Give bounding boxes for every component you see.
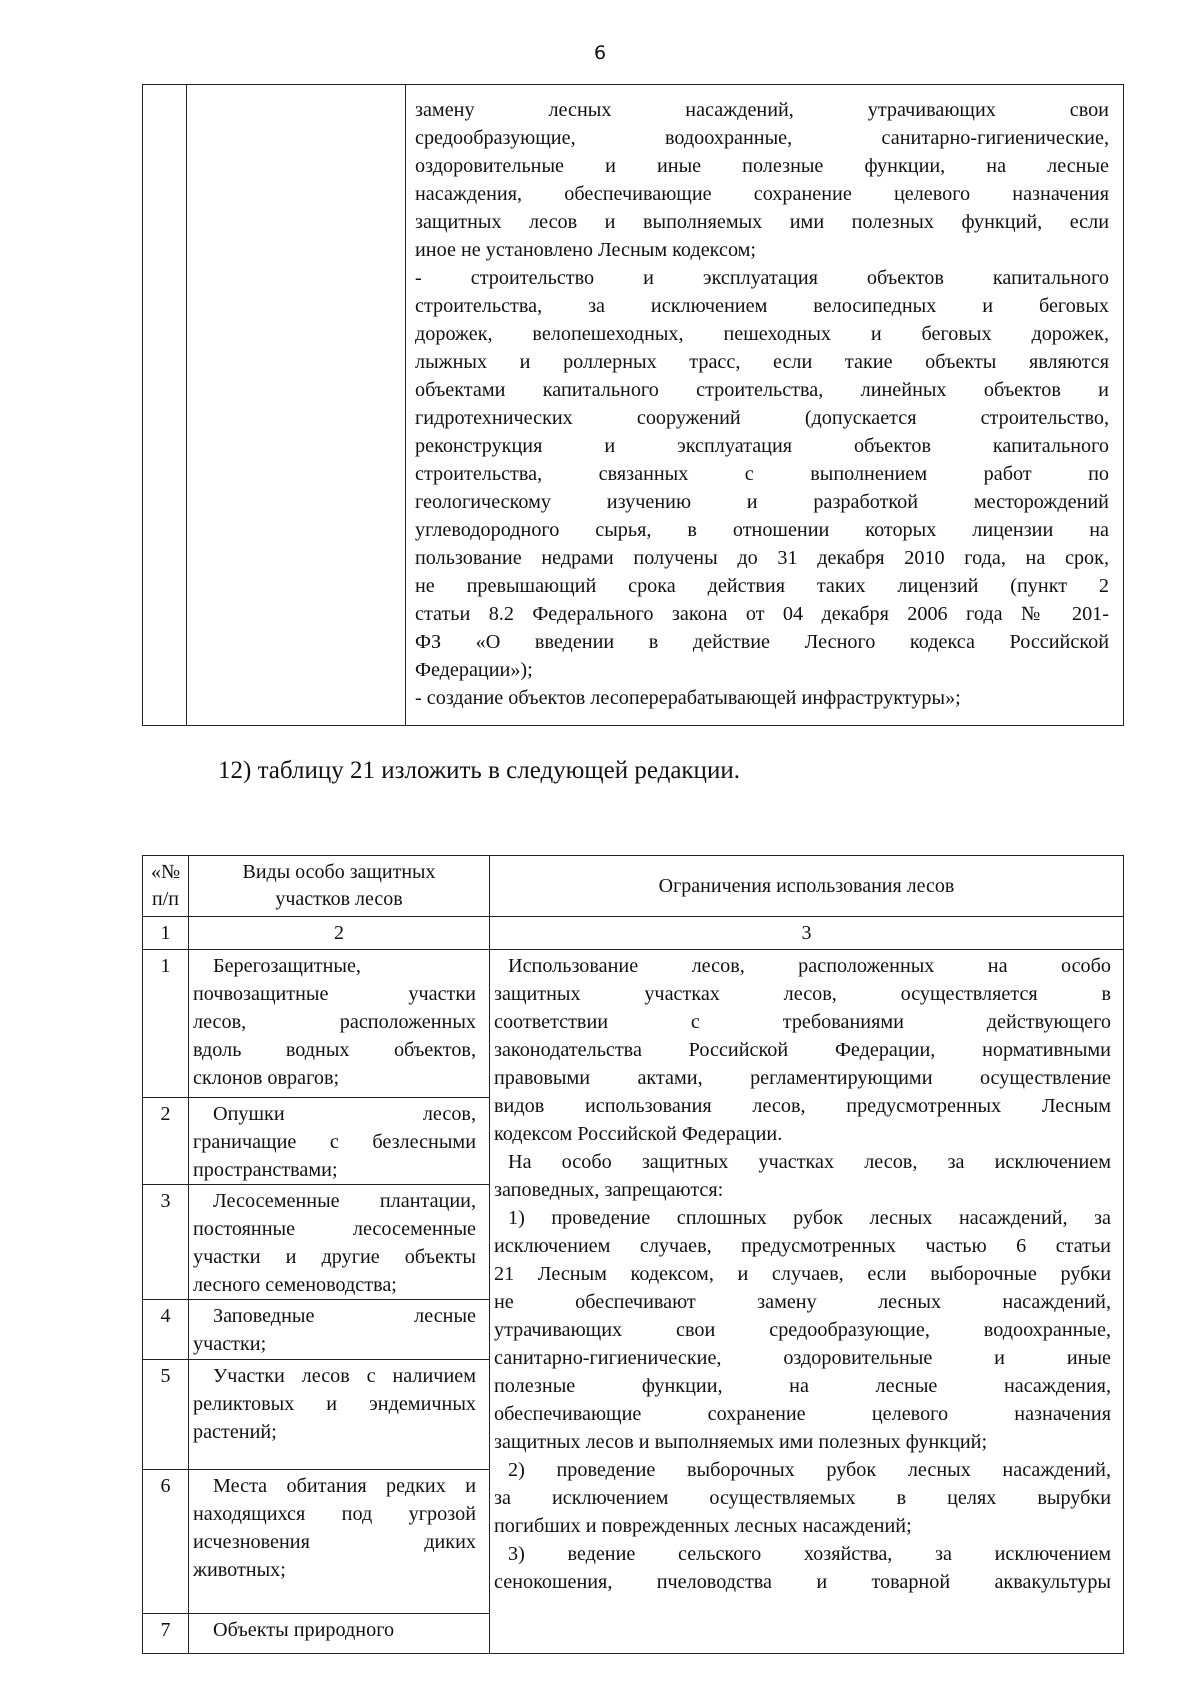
text-line: исключением случаев, предусмотренных частью 6 статьи: [494, 1235, 1111, 1257]
text-line: 2) проведение выборочных рубок лесных насаждений,: [508, 1459, 1111, 1481]
restriction-paragraph: [494, 1204, 1111, 1456]
text-line: Участки лесов с наличием: [213, 1365, 476, 1387]
text-line: законодательства Российской Федерации, нормативными: [494, 1039, 1111, 1061]
text-line: постоянные лесосеменные: [193, 1218, 476, 1240]
text-line: не превышающий срока действия таких лицензий (пункт 2: [415, 575, 1109, 597]
text-line: обеспечивающие сохранение целевого назначения: [494, 1403, 1111, 1425]
text-line: статьи 8.2 Федерального закона от 04 декабря 2006 года № 201-: [415, 603, 1109, 625]
column-number-row: [143, 917, 1124, 950]
text-line: лыжных и роллерных трасс, если такие объекты являются: [415, 351, 1109, 373]
header-num: «№ п/п: [143, 856, 189, 917]
col-number-2: 2: [189, 917, 490, 950]
text-line: пространствами;: [193, 1159, 338, 1181]
header-kinds: Виды особо защитных участков лесов: [189, 856, 490, 917]
restriction-text: [415, 96, 1109, 712]
header-restrictions: Ограничения использования лесов: [490, 856, 1124, 917]
text-line: за исключением осуществляемых в целях вырубки: [494, 1487, 1111, 1509]
text-line: защитных лесов и выполняемых ими полезных функций, если: [415, 211, 1109, 233]
text-line: не обеспечивают замену лесных насаждений,: [494, 1291, 1111, 1313]
text-line: полезные функции, на лесные насаждения,: [494, 1375, 1111, 1397]
text-line: средообразующие, водоохранные, санитарно-гигиенические,: [415, 127, 1109, 149]
text-line: дорожек, велопешеходных, пешеходных и беговых дорожек,: [415, 323, 1109, 345]
text-line: ФЗ «О введении в действие Лесного кодекса Российской: [415, 631, 1109, 653]
restriction-paragraph: [494, 952, 1111, 1148]
text-line: Использование лесов, расположенных на особо: [508, 955, 1111, 977]
kind-cell: [189, 1300, 490, 1360]
cell-num: [143, 85, 187, 726]
text-line: 3) ведение сельского хозяйства, за исключением: [508, 1543, 1111, 1565]
kind-cell: [189, 1360, 490, 1470]
row-number: 1: [143, 950, 189, 1098]
table-21: [142, 855, 1124, 1654]
text-line: защитных участках лесов, осуществляется в: [494, 983, 1111, 1005]
text-line: находящихся под угрозой: [193, 1503, 476, 1525]
text-line: растений;: [193, 1421, 277, 1443]
table-row: [143, 950, 1124, 1098]
text-line: погибших и поврежденных лесных насаждений;: [494, 1515, 912, 1537]
text-line: геологическому изучению и разработкой месторождений: [415, 491, 1109, 513]
row-number: 5: [143, 1360, 189, 1470]
text-line: строительства, за исключением велосипедных и беговых: [415, 295, 1109, 317]
text-line: 1) проведение сплошных рубок лесных насаждений, за: [508, 1207, 1111, 1229]
cell-kind: [187, 85, 406, 726]
text-line: гидротехнических сооружений (допускается строительство,: [415, 407, 1109, 429]
header-row: [143, 856, 1124, 917]
text-line: Заповедные лесные: [213, 1305, 476, 1327]
text-line: видов использования лесов, предусмотренных Лесным: [494, 1095, 1111, 1117]
row-number: 3: [143, 1185, 189, 1300]
kind-cell: [189, 1098, 490, 1185]
continuation-table: [142, 84, 1124, 726]
text-line: лесного семеноводства;: [193, 1274, 397, 1296]
text-line: животных;: [193, 1559, 286, 1581]
col-number-3: 3: [490, 917, 1124, 950]
row-number: 4: [143, 1300, 189, 1360]
text-line: правовыми актами, регламентирующими осуществление: [494, 1067, 1111, 1089]
text-line: замену лесных насаждений, утрачивающих свои: [415, 99, 1109, 121]
text-line: 21 Лесным кодексом, и случаев, если выборочные рубки: [494, 1263, 1111, 1285]
text-line: санитарно-гигиенические, оздоровительные и иные: [494, 1347, 1111, 1369]
text-line: заповедных, запрещаются:: [494, 1179, 724, 1201]
text-line: пользование недрами получены до 31 декабря 2010 года, на срок,: [415, 547, 1109, 569]
text-line: - создание объектов лесоперерабатывающей инфраструктуры»;: [415, 687, 961, 709]
restrictions-cell: [490, 950, 1124, 1654]
text-line: реконструкция и эксплуатация объектов капитального: [415, 435, 1109, 457]
text-line: насаждения, обеспечивающие сохранение целевого назначения: [415, 183, 1109, 205]
text-line: склонов оврагов;: [193, 1067, 340, 1089]
text-line: Объекты природного: [213, 1619, 395, 1641]
text-line: соответствии с требованиями действующего: [494, 1011, 1111, 1033]
text-line: - строительство и эксплуатация объектов капитального: [415, 267, 1109, 289]
text-line: Федерации»);: [415, 659, 533, 681]
text-line: вдоль водных объектов,: [193, 1039, 476, 1061]
restriction-paragraph: [494, 1540, 1111, 1596]
text-line: строительства, связанных с выполнением работ по: [415, 463, 1109, 485]
text-line: почвозащитные участки: [193, 983, 476, 1005]
kind-cell: [189, 1470, 490, 1614]
restriction-paragraph: [494, 1456, 1111, 1540]
row-number: 6: [143, 1470, 189, 1614]
text-line: Опушки лесов,: [213, 1103, 476, 1125]
text-line: Лесосеменные плантации,: [213, 1190, 476, 1212]
restriction-paragraph: [494, 1148, 1111, 1204]
text-line: исчезновения диких: [193, 1531, 476, 1553]
text-line: сенокошения, пчеловодства и товарной аквакультуры: [494, 1571, 1111, 1593]
col-number-1: 1: [143, 917, 189, 950]
text-line: иное не установлено Лесным кодексом;: [415, 239, 757, 261]
row-number: 7: [143, 1614, 189, 1654]
text-line: участки;: [193, 1333, 267, 1355]
text-line: углеводородного сырья, в отношении которых лицензии на: [415, 519, 1109, 541]
kind-cell: [189, 1185, 490, 1300]
text-line: лесов, расположенных: [193, 1011, 476, 1033]
text-line: реликтовых и эндемичных: [193, 1393, 476, 1415]
row-number: 2: [143, 1098, 189, 1185]
kind-cell: [189, 1614, 490, 1654]
text-line: утрачивающих свои средообразующие, водоохранные,: [494, 1319, 1111, 1341]
text-line: участки и другие объекты: [193, 1246, 476, 1268]
page-number: 6: [593, 42, 607, 64]
text-line: Места обитания редких и: [213, 1475, 476, 1497]
cell-restrictions: [406, 85, 1124, 726]
section-heading: 12) таблицу 21 изложить в следующей редакции.: [218, 757, 740, 784]
text-line: защитных лесов и выполняемых ими полезных функций;: [494, 1431, 988, 1453]
text-line: Берегозащитные,: [213, 955, 361, 977]
text-line: кодексом Российской Федерации.: [494, 1123, 783, 1145]
text-line: оздоровительные и иные полезные функции, на лесные: [415, 155, 1109, 177]
kind-cell: [189, 950, 490, 1098]
text-line: объектами капитального строительства, линейных объектов и: [415, 379, 1109, 401]
text-line: На особо защитных участках лесов, за исключением: [508, 1151, 1111, 1173]
text-line: граничащие с безлесными: [193, 1131, 476, 1153]
